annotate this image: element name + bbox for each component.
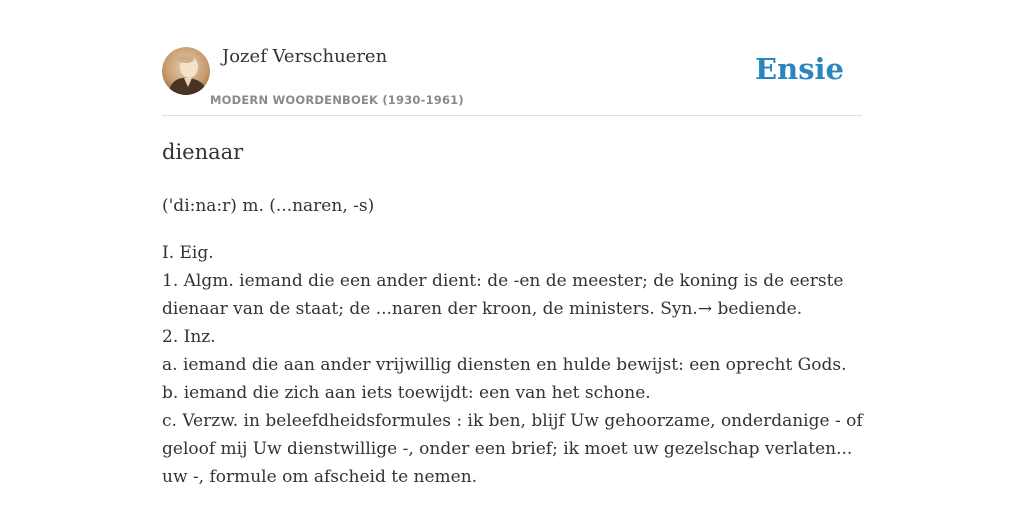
author-name[interactable]: Jozef Verschueren [222, 46, 388, 67]
header-divider [162, 115, 862, 116]
definition-line: dienaar van de staat; de ...naren der kroon, de ministers. Syn.→ bediende. [162, 299, 803, 319]
author-portrait-icon [162, 47, 210, 95]
definition-line: a. iemand die aan ander vrijwillig diensten en hulde bewijst: een oprecht Gods. [162, 355, 847, 375]
definition-line: b. iemand die zich aan iets toewijdt: een van het schone. [162, 383, 651, 403]
definition [162, 239, 864, 491]
definition-line: I. Eig. [162, 243, 214, 263]
author-avatar[interactable] [162, 47, 210, 95]
definition-line: uw -, formule om afscheid te nemen. [162, 467, 478, 487]
source-dictionary[interactable]: MODERN WOORDENBOEK (1930-1961) [210, 93, 464, 107]
definition-line: 2. Inz. [162, 327, 216, 347]
brand-logo[interactable]: Ensie [755, 52, 844, 86]
headword: dienaar [162, 140, 244, 164]
definition-line: c. Verzw. in beleefdheidsformules : ik ben, blijf Uw gehoorzame, onderdanige - of [162, 411, 863, 431]
definition-line: 1. Algm. iemand die een ander dient: de -en de meester; de koning is de eerste [162, 271, 844, 291]
definition-line: geloof mij Uw dienstwillige -, onder een brief; ik moet uw gezelschap verlaten... [162, 439, 853, 459]
pronunciation: ('di:na:r) m. (...naren, -s) [162, 196, 375, 216]
